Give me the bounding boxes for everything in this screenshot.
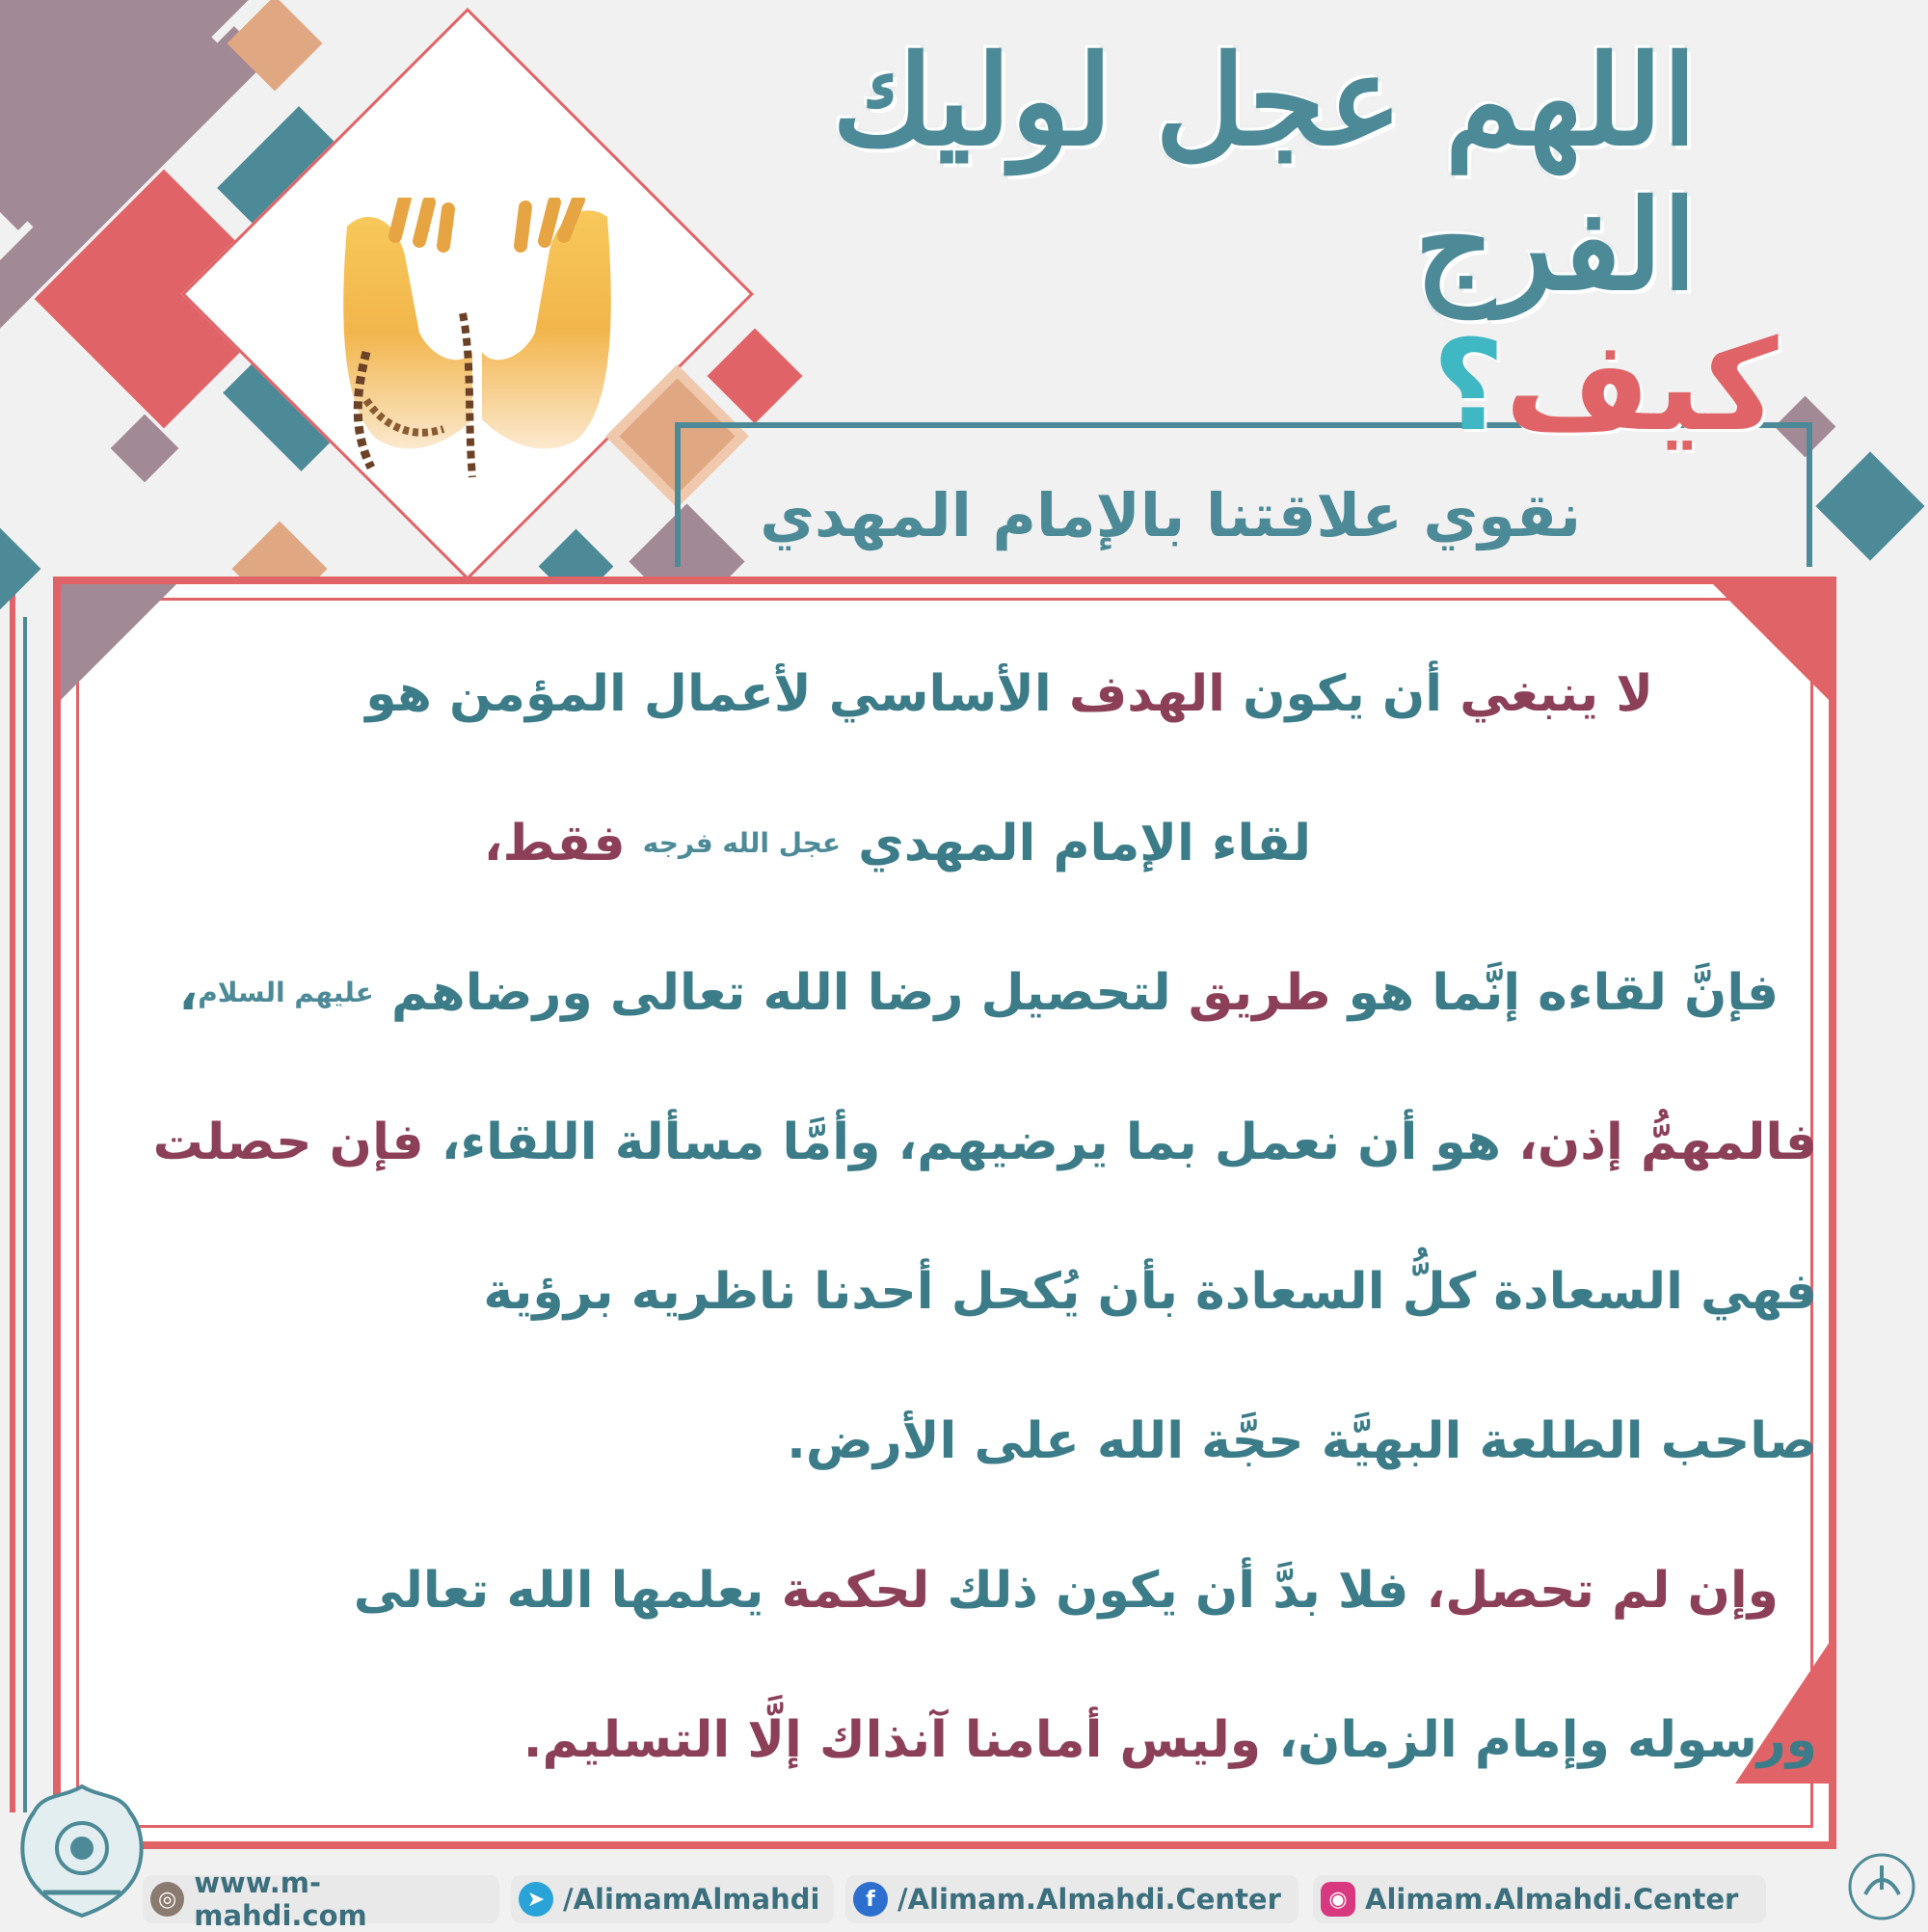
praying-hands-image xyxy=(328,198,627,487)
text-span: لتحصيل رضا الله تعالى ورضاهم xyxy=(390,964,1171,1022)
text-span: لحكمة xyxy=(781,1562,930,1620)
text-span: فهي السعادة كلُّ السعادة بأن يُكحل أحدنا ناظريه برؤية xyxy=(483,1263,1817,1321)
text-span: فإن حصلت xyxy=(152,1114,424,1171)
text-span: وليس أمامنا آنذاك إلَّا التسليم. xyxy=(522,1711,1262,1769)
decor-teal-line-left xyxy=(23,617,27,1812)
footer-website-label: www.m-mahdi.com xyxy=(194,1866,367,1932)
text-line-3 xyxy=(178,950,1779,1036)
kayfa-word: كيف xyxy=(1504,312,1779,459)
text-span: فقط، xyxy=(483,815,626,872)
footer-website[interactable] xyxy=(143,1866,499,1932)
kayfa-heading xyxy=(1432,309,1779,463)
text-span: الهدف xyxy=(1068,665,1225,723)
footer-facebook-label: /Alimam.Almahdi.Center xyxy=(897,1883,1281,1916)
text-line-7 xyxy=(354,1547,1779,1634)
text-span: ، xyxy=(178,964,199,1022)
footer-facebook[interactable] xyxy=(845,1875,1299,1923)
text-span: فإنَّ لقاءه إنَّما هو xyxy=(1348,964,1779,1022)
facebook-icon: f xyxy=(853,1882,888,1917)
question-mark-icon: ؟ xyxy=(1432,312,1505,459)
text-line-5 xyxy=(483,1248,1817,1335)
globe-icon: ◎ xyxy=(150,1882,184,1917)
text-span: لا ينبغي xyxy=(1459,665,1653,723)
decor-teal-diamond-right xyxy=(1815,451,1924,560)
article-text xyxy=(67,641,1817,1827)
footer-telegram-label: /AlimamAlmahdi xyxy=(563,1883,820,1916)
honorific-salam: عليهم السلام xyxy=(198,977,374,1008)
decor-mauve-diamond-small xyxy=(111,415,179,483)
text-span: لقاء الإمام المهدي xyxy=(858,815,1311,872)
text-line-2 xyxy=(484,800,1311,887)
subtitle-main: نقوي علاقتنا بالإمام المهدي xyxy=(760,480,1581,550)
text-span: فالمهمُّ إذن، xyxy=(1518,1114,1817,1171)
text-span: يعلمها الله تعالى xyxy=(353,1562,764,1620)
honorific-mahdi: عجل الله فرجه xyxy=(642,827,841,859)
instagram-icon: ◉ xyxy=(1321,1882,1355,1917)
text-span: هو أن نعمل بما يرضيهم، وأمَّا مسألة اللقاء، xyxy=(441,1114,1502,1171)
telegram-icon: ➤ xyxy=(519,1882,553,1917)
text-line-8 xyxy=(523,1697,1817,1784)
footer-instagram[interactable] xyxy=(1313,1875,1766,1923)
text-line-4 xyxy=(153,1099,1817,1186)
decor-teal-diamond-left-edge xyxy=(0,528,40,610)
footer-instagram-label: Alimam.Almahdi.Center xyxy=(1365,1883,1739,1916)
text-span: فلا بدَّ أن يكون ذلك xyxy=(947,1562,1409,1620)
subtitle-text xyxy=(713,463,1581,569)
header-title-calligraphy: اللهم عجل لوليك الفرج xyxy=(832,29,1697,318)
text-line-6 xyxy=(787,1398,1817,1485)
text-span: وإن لم تحصل، xyxy=(1426,1562,1779,1620)
text-span: ورسوله وإمام الزمان، xyxy=(1278,1711,1817,1769)
text-line-1 xyxy=(365,651,1653,738)
text-span: أن يكون xyxy=(1243,665,1443,723)
center-emblem-icon xyxy=(10,1779,154,1923)
decor-red-line-left xyxy=(10,578,15,1812)
footer-telegram[interactable] xyxy=(511,1875,834,1923)
text-span: صاحب الطلعة البهيَّة حجَّة الله على الأرض. xyxy=(787,1412,1817,1470)
text-span: الأساسي لأعمال المؤمن هو xyxy=(365,665,1052,723)
text-span: طريق xyxy=(1188,964,1331,1022)
center-logo-icon xyxy=(1846,1851,1918,1923)
